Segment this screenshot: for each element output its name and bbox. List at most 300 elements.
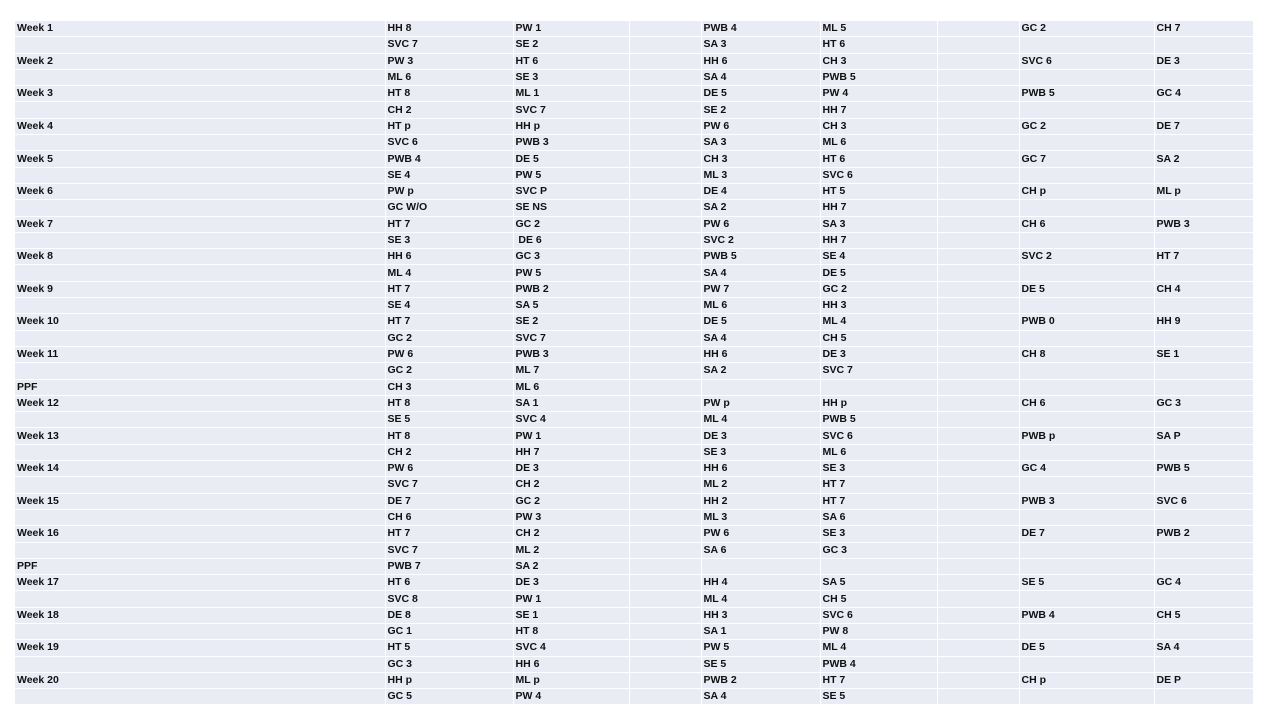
week-label-cell: Week 11 [15,346,385,362]
table-cell: SA 6 [701,542,820,558]
table-cell [937,183,1019,199]
table-cell [937,526,1019,542]
table-row [15,689,1253,705]
table-cell: HT 7 [820,493,937,509]
table-cell [629,526,701,542]
table-cell [937,607,1019,623]
table-cell: HT 8 [385,86,513,102]
table-cell [629,509,701,525]
table-cell: PW 6 [385,346,513,362]
table-cell: SE 3 [820,526,937,542]
week-label-cell [15,656,385,672]
table-cell [629,591,701,607]
table-cell: CH 6 [1019,395,1154,411]
table-cell: SE 5 [701,656,820,672]
table-cell: SA 4 [701,330,820,346]
table-cell: HH p [820,395,937,411]
table-cell [937,689,1019,705]
table-cell [1154,330,1253,346]
table-row [15,200,1253,216]
week-label-cell: PPF [15,379,385,395]
table-cell [937,363,1019,379]
table-cell [1019,298,1154,314]
table-cell: PW 3 [385,53,513,69]
table-cell: PWB 4 [385,151,513,167]
week-label-cell: Week 1 [15,21,385,37]
table-cell [629,281,701,297]
table-cell [629,135,701,151]
table-cell [1019,379,1154,395]
table-cell [937,640,1019,656]
week-label-cell [15,477,385,493]
week-label-cell: Week 6 [15,183,385,199]
week-label-cell: Week 7 [15,216,385,232]
table-cell: PWB p [1019,428,1154,444]
week-label-cell: Week 10 [15,314,385,330]
table-cell: GC 2 [385,363,513,379]
table-cell [937,444,1019,460]
table-cell: HT 6 [820,151,937,167]
table-cell: SA 6 [820,509,937,525]
table-cell [629,200,701,216]
table-cell: GC 4 [1154,575,1253,591]
table-row [15,509,1253,525]
table-row [15,118,1253,134]
table-cell: SE 3 [820,461,937,477]
table-cell [820,379,937,395]
table-cell [937,281,1019,297]
table-cell: GC 2 [513,493,629,509]
table-cell: SVC 4 [513,412,629,428]
table-cell: ML 6 [820,444,937,460]
table-cell [629,346,701,362]
table-cell [629,118,701,134]
table-cell [1154,37,1253,53]
table-cell: PW 6 [701,526,820,542]
week-label-cell [15,412,385,428]
table-row [15,461,1253,477]
table-row [15,151,1253,167]
table-cell: ML 4 [385,265,513,281]
table-cell: DE 4 [701,183,820,199]
table-cell [937,135,1019,151]
table-row [15,493,1253,509]
table-cell: SA P [1154,428,1253,444]
table-row [15,591,1253,607]
table-cell: GC 3 [820,542,937,558]
table-cell: SE 4 [385,298,513,314]
table-row [15,37,1253,53]
table-cell: HH p [385,672,513,688]
table-cell [629,216,701,232]
table-cell [1019,591,1154,607]
table-cell [937,591,1019,607]
table-cell [1154,412,1253,428]
table-cell [1154,102,1253,118]
table-cell [1154,298,1253,314]
table-cell: PW 1 [513,591,629,607]
table-cell: HT 5 [385,640,513,656]
table-cell [1019,102,1154,118]
table-cell: CH 6 [385,509,513,525]
table-cell: HH 3 [820,298,937,314]
table-cell [937,249,1019,265]
table-cell [1019,509,1154,525]
table-row [15,346,1253,362]
weekly-schedule-table [15,21,1254,705]
week-label-cell: Week 18 [15,607,385,623]
table-cell: PW p [385,183,513,199]
table-row [15,314,1253,330]
week-label-cell [15,509,385,525]
week-label-cell: Week 12 [15,395,385,411]
table-cell [937,346,1019,362]
table-cell: GC 2 [820,281,937,297]
week-label-cell: Week 17 [15,575,385,591]
table-cell: DE 3 [820,346,937,362]
table-cell: PWB 2 [1154,526,1253,542]
table-cell: PWB 4 [1019,607,1154,623]
table-cell [937,86,1019,102]
table-cell: DE 5 [1019,640,1154,656]
table-cell: ML 4 [701,412,820,428]
table-cell: DE 3 [513,575,629,591]
table-cell: HH 6 [513,656,629,672]
table-cell: CH 5 [820,330,937,346]
table-cell: PW 8 [820,623,937,639]
table-cell [937,298,1019,314]
table-cell: PWB 5 [1154,461,1253,477]
table-cell: HT 7 [385,281,513,297]
table-cell [937,477,1019,493]
table-cell [629,493,701,509]
table-cell: DE 5 [1019,281,1154,297]
table-cell: SE 5 [1019,575,1154,591]
table-cell: SA 3 [701,135,820,151]
week-label-cell [15,37,385,53]
table-cell: HH 8 [385,21,513,37]
table-cell: PWB 0 [1019,314,1154,330]
table-cell: ML 3 [701,509,820,525]
week-label-cell: Week 15 [15,493,385,509]
week-label-cell [15,69,385,85]
table-cell: CH p [1019,183,1154,199]
table-cell: SE 3 [701,444,820,460]
table-cell: HT 7 [385,314,513,330]
table-cell: SVC 7 [385,542,513,558]
table-cell [1154,477,1253,493]
table-row [15,526,1253,542]
table-row [15,542,1253,558]
table-cell: HT 6 [513,53,629,69]
table-cell [937,118,1019,134]
table-cell: GC 2 [385,330,513,346]
table-cell [1019,330,1154,346]
table-cell [1154,444,1253,460]
table-row [15,558,1253,574]
table-cell: SA 2 [701,363,820,379]
table-row [15,444,1253,460]
table-cell: HH 4 [701,575,820,591]
table-cell: PWB 3 [1154,216,1253,232]
table-cell [1019,623,1154,639]
table-cell: PWB 4 [820,656,937,672]
table-cell [1019,656,1154,672]
week-label-cell: Week 19 [15,640,385,656]
table-cell: DE 3 [513,461,629,477]
table-cell [937,151,1019,167]
table-cell: CH 3 [701,151,820,167]
table-cell [1154,591,1253,607]
table-cell: SVC 6 [820,167,937,183]
table-row [15,135,1253,151]
table-cell: PW 4 [820,86,937,102]
table-cell: PW 6 [385,461,513,477]
table-cell: GC 2 [1019,21,1154,37]
table-cell: DE 5 [513,151,629,167]
table-cell [1154,656,1253,672]
table-cell: SE 2 [701,102,820,118]
table-cell: HT 7 [385,216,513,232]
table-cell [629,412,701,428]
table-row [15,330,1253,346]
table-cell: SA 5 [820,575,937,591]
table-cell: DE 3 [1154,53,1253,69]
table-cell: SA 2 [701,200,820,216]
table-cell: CH 3 [820,118,937,134]
table-cell: SE 5 [820,689,937,705]
table-cell: SA 4 [701,689,820,705]
table-cell [1154,689,1253,705]
table-cell [1154,200,1253,216]
table-row [15,640,1253,656]
table-cell [629,249,701,265]
table-cell [1019,542,1154,558]
table-cell: GC 1 [385,623,513,639]
table-cell: SE 1 [1154,346,1253,362]
table-cell [1154,135,1253,151]
table-row [15,363,1253,379]
table-cell [629,477,701,493]
table-cell [937,232,1019,248]
table-cell [629,379,701,395]
table-cell [1154,558,1253,574]
week-label-cell: Week 4 [15,118,385,134]
table-cell: DE P [1154,672,1253,688]
table-cell: PWB 3 [1019,493,1154,509]
table-cell: HH 6 [701,461,820,477]
table-cell: ML 6 [701,298,820,314]
week-label-cell [15,135,385,151]
table-cell: PW 1 [513,428,629,444]
table-cell: GC 4 [1019,461,1154,477]
table-cell: HT 8 [385,395,513,411]
table-cell [1019,558,1154,574]
table-cell [1019,232,1154,248]
table-cell [629,37,701,53]
week-label-cell [15,689,385,705]
table-cell [629,86,701,102]
table-cell [937,412,1019,428]
week-label-cell [15,200,385,216]
table-row [15,232,1253,248]
table-cell: SVC 6 [820,607,937,623]
table-cell: HH 3 [701,607,820,623]
table-cell: ML 2 [513,542,629,558]
table-cell [1019,167,1154,183]
week-label-cell: Week 20 [15,672,385,688]
table-cell [1154,265,1253,281]
table-cell: HH 7 [820,232,937,248]
table-cell: SA 2 [1154,151,1253,167]
table-cell: CH 3 [820,53,937,69]
table-cell: CH 4 [1154,281,1253,297]
table-cell [937,575,1019,591]
table-row [15,53,1253,69]
week-label-cell: Week 14 [15,461,385,477]
week-label-cell: Week 9 [15,281,385,297]
table-row [15,249,1253,265]
table-cell: PWB 7 [385,558,513,574]
table-cell: SVC 6 [1019,53,1154,69]
table-cell: SA 1 [513,395,629,411]
table-cell [629,363,701,379]
table-cell: CH 5 [1154,607,1253,623]
table-row [15,607,1253,623]
table-row [15,379,1253,395]
table-cell [629,69,701,85]
table-cell: SA 1 [701,623,820,639]
table-cell [629,395,701,411]
table-cell: PWB 5 [820,412,937,428]
table-cell: GC 5 [385,689,513,705]
table-cell: PW 6 [701,118,820,134]
table-cell [629,656,701,672]
table-cell: PWB 2 [513,281,629,297]
table-cell: ML 4 [820,314,937,330]
table-cell [629,151,701,167]
table-cell: SVC 6 [1154,493,1253,509]
table-cell [1019,477,1154,493]
schedule-body [15,21,1253,705]
table-cell: PW 4 [513,689,629,705]
table-cell [1019,265,1154,281]
table-cell [937,102,1019,118]
table-cell: SVC 6 [820,428,937,444]
table-cell: SVC 2 [701,232,820,248]
table-cell [1019,200,1154,216]
table-cell: PWB 2 [701,672,820,688]
week-label-cell: Week 13 [15,428,385,444]
table-cell: ML 5 [820,21,937,37]
table-cell: ML 2 [701,477,820,493]
table-cell: PW 5 [513,265,629,281]
week-label-cell [15,102,385,118]
table-cell [1154,379,1253,395]
table-row [15,656,1253,672]
table-row [15,623,1253,639]
table-cell: SVC 7 [385,37,513,53]
table-cell [629,689,701,705]
table-cell [1019,37,1154,53]
table-row [15,575,1253,591]
week-label-cell: Week 2 [15,53,385,69]
table-cell [1019,689,1154,705]
table-cell [937,330,1019,346]
table-cell: GC 2 [513,216,629,232]
table-cell: HH 6 [385,249,513,265]
table-row [15,672,1253,688]
table-cell [937,379,1019,395]
week-label-cell: PPF [15,558,385,574]
week-label-cell [15,298,385,314]
table-cell [937,265,1019,281]
week-label-cell: Week 16 [15,526,385,542]
table-cell: ML 3 [701,167,820,183]
table-cell: SA 3 [820,216,937,232]
table-cell: ML 6 [820,135,937,151]
table-row [15,412,1253,428]
table-cell: PW 5 [513,167,629,183]
table-cell [937,216,1019,232]
table-cell [629,330,701,346]
table-cell: ML 6 [385,69,513,85]
table-cell: PW p [701,395,820,411]
table-row [15,21,1253,37]
table-cell: CH 2 [513,477,629,493]
week-label-cell [15,542,385,558]
table-cell: GC 4 [1154,86,1253,102]
table-cell [629,623,701,639]
table-cell [629,672,701,688]
table-cell [1154,69,1253,85]
table-cell [629,298,701,314]
table-cell: PWB 3 [513,346,629,362]
table-cell [1154,623,1253,639]
week-label-cell [15,265,385,281]
table-cell: DE 5 [701,314,820,330]
table-cell [629,265,701,281]
table-cell: ML p [1154,183,1253,199]
table-cell: GC 2 [1019,118,1154,134]
table-cell: GC 7 [1019,151,1154,167]
table-row [15,183,1253,199]
table-cell [629,575,701,591]
table-cell [629,232,701,248]
table-cell [1154,167,1253,183]
table-cell: PWB 3 [513,135,629,151]
week-label-cell: Week 8 [15,249,385,265]
table-cell [1154,363,1253,379]
table-cell: SE 1 [513,607,629,623]
table-cell: GC W/O [385,200,513,216]
table-cell: HH 7 [513,444,629,460]
table-cell: HT 8 [385,428,513,444]
table-cell: SVC 7 [820,363,937,379]
table-cell: SA 3 [701,37,820,53]
table-cell [701,558,820,574]
table-cell [1019,444,1154,460]
table-cell: SVC 7 [513,102,629,118]
table-row [15,69,1253,85]
table-cell [937,167,1019,183]
table-cell [629,102,701,118]
table-cell: HH 2 [701,493,820,509]
table-cell: SVC 4 [513,640,629,656]
table-cell: CH 7 [1154,21,1253,37]
table-cell: DE 5 [701,86,820,102]
table-cell: SE 3 [513,69,629,85]
